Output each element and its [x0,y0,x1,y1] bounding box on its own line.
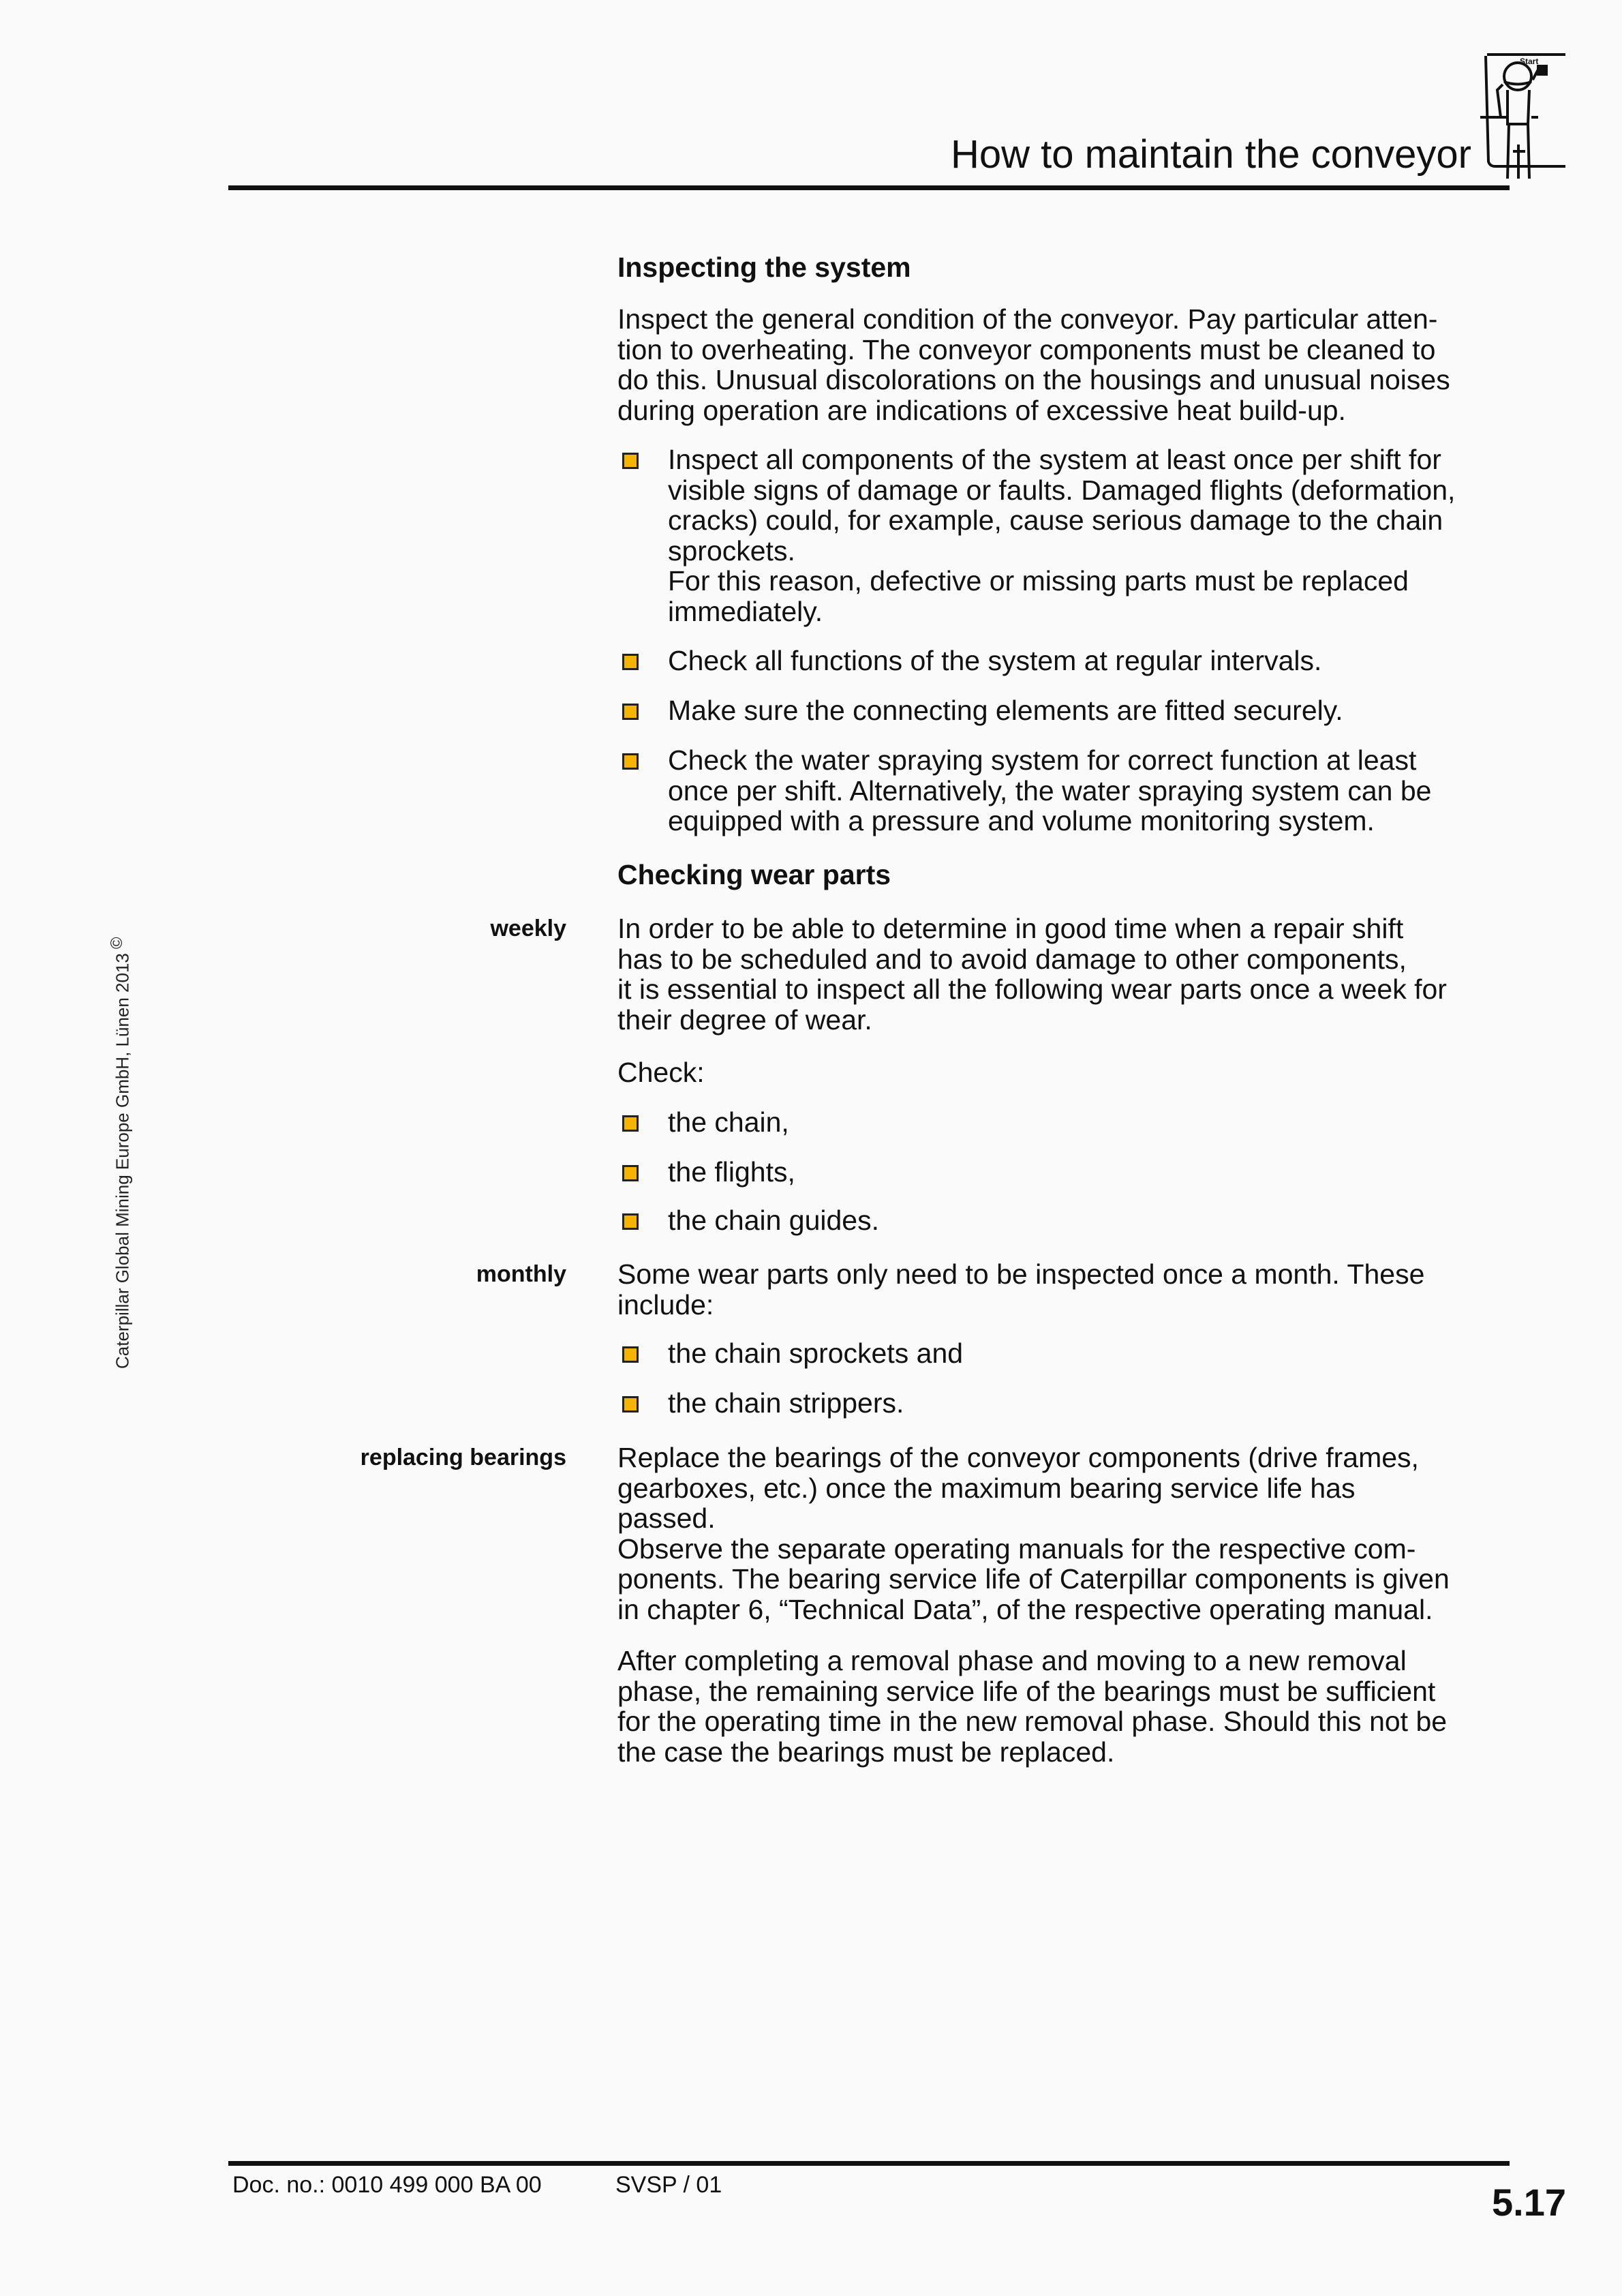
paragraph [617,304,1524,425]
section-heading: Inspecting the system [617,252,911,283]
text-line: the chain sprockets and [668,1338,964,1369]
start-worker-logo-icon [1480,49,1569,185]
bullet-item [668,646,1574,676]
check-label: Check: [617,1057,705,1088]
text-line: gearboxes, etc.) once the maximum bearing service life has [617,1472,1356,1504]
bullet-item [668,444,1574,626]
side-label-replacing-bearings: replacing bearings [360,1445,566,1470]
bullet-square-icon [622,453,639,469]
text-line: tion to overheating. The conveyor components must be cleaned to [617,333,1436,365]
paragraph [617,1646,1524,1767]
bullet-square-icon [622,753,639,770]
text-line: for the operating time in the new removal phase. Should this not be [617,1706,1448,1737]
paragraph [617,1442,1524,1625]
bullet-item [668,1388,1574,1419]
paragraph [617,913,1524,1035]
bullet-item [668,745,1574,836]
text-line: the chain, [668,1106,789,1138]
header-rule [228,185,1510,190]
text-line: during operation are indications of excessive heat build-up. [617,394,1346,426]
text-line: include: [617,1288,714,1320]
text-line: visible signs of damage or faults. Damaged flights (deformation, [668,474,1456,506]
bullet-item [668,1205,1574,1236]
bullet-square-icon [622,1213,639,1230]
text-line: their degree of wear. [617,1003,872,1036]
side-label-monthly: monthly [476,1261,566,1287]
page-number: 5.17 [1492,2181,1566,2224]
text-line: the case the bearings must be replaced. [617,1736,1115,1768]
bullet-square-icon [622,654,639,670]
text-line: Inspect all components of the system at least once per shift for [668,444,1441,475]
text-line: in chapter 6, “Technical Data”, of the respective operating manual. [617,1593,1433,1625]
text-line: phase, the remaining service life of the bearings must be sufficient [617,1675,1436,1707]
text-line: ponents. The bearing service life of Caterpillar components is given [617,1563,1450,1595]
text-line: Check the water spraying system for correct function at least [668,744,1417,776]
bullet-square-icon [622,704,639,720]
bullet-square-icon [622,1115,639,1132]
text-line: it is essential to inspect all the following wear parts once a week for [617,973,1447,1005]
text-line: For this reason, defective or missing parts must be replaced [668,565,1409,596]
bullet-item [668,1157,1574,1188]
text-line: Observe the separate operating manuals for the respective com- [617,1532,1416,1565]
bullet-item [668,695,1574,726]
text-line: immediately. [668,595,823,627]
bullet-square-icon [622,1346,639,1363]
copyright-symbol: © [108,937,126,950]
bullet-square-icon [622,1165,639,1181]
text-line: has to be scheduled and to avoid damage to other components, [617,943,1407,975]
copyright-vertical [108,937,134,1369]
doc-number: Doc. no.: 0010 499 000 BA 00 [232,2172,542,2198]
footer-rule [228,2161,1510,2166]
doc-code: SVSP / 01 [615,2172,722,2198]
copyright-text: Caterpillar Global Mining Europe GmbH, Lünen 2013 [112,953,133,1369]
logo-text: Start [1520,57,1539,66]
text-line: equipped with a pressure and volume monitoring system. [668,805,1375,836]
text-line: cracks) could, for example, cause serious damage to the chain [668,504,1443,536]
text-line: once per shift. Alternatively, the water spraying system can be [668,774,1432,806]
text-line: sprockets. [668,534,795,567]
text-line: Replace the bearings of the conveyor components (drive frames, [617,1442,1419,1473]
text-line: Some wear parts only need to be inspected once a month. These [617,1258,1425,1290]
text-line: Check all functions of the system at regular intervals. [668,645,1322,676]
text-line: In order to be able to determine in good time when a repair shift [617,913,1404,944]
text-line: do this. Unusual discolorations on the housings and unusual noises [617,364,1450,395]
text-line: Inspect the general condition of the conveyor. Pay particular atten- [617,303,1438,335]
text-line: passed. [617,1502,716,1534]
bullet-square-icon [622,1396,639,1413]
bullet-item [668,1107,1574,1138]
paragraph [617,1259,1524,1320]
section-heading: Checking wear parts [617,859,891,890]
side-label-weekly: weekly [490,916,566,941]
bullet-item [668,1338,1574,1369]
text-line: After completing a removal phase and moving to a new removal [617,1645,1407,1676]
text-line: the flights, [668,1156,795,1188]
page-title: How to maintain the conveyor [950,132,1471,177]
text-line: the chain guides. [668,1205,880,1236]
text-line: Make sure the connecting elements are fitted securely. [668,695,1343,726]
text-line: the chain strippers. [668,1387,904,1419]
